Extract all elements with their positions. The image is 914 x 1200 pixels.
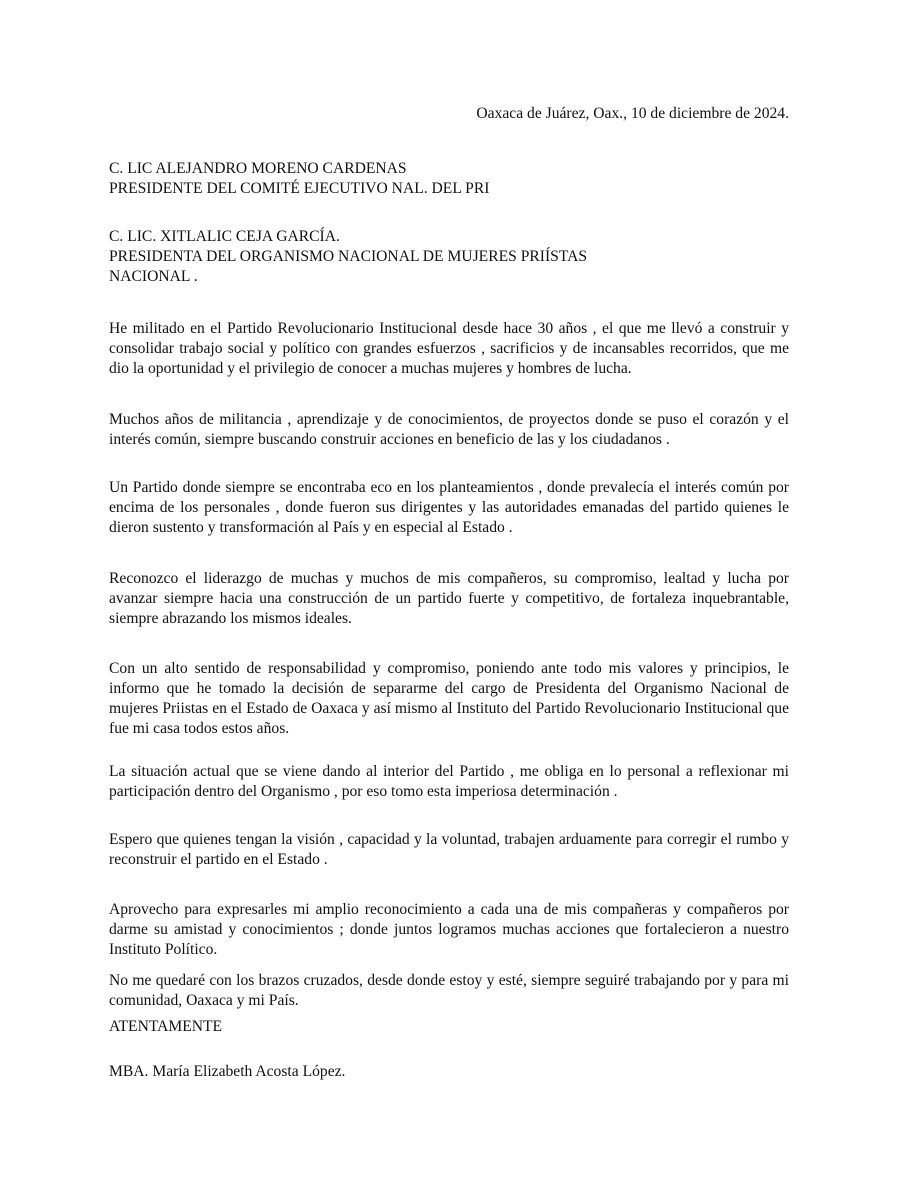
signature-name: MBA. María Elizabeth Acosta López.: [109, 1063, 346, 1080]
closing: ATENTAMENTE: [109, 1018, 223, 1035]
paragraph-4: Reconozco el liderazgo de muchas y muchos de mis compañeros, su compromiso, lealtad y lucha por avanzar siempre hacia una construcción de un partido fuerte y competitivo, de fortaleza inquebrantable, siempre abrazando los mismos ideales.: [109, 570, 789, 627]
recipient-2-title: PRESIDENTA DEL ORGANISMO NACIONAL DE MUJERES PRIÍSTAS: [109, 248, 588, 265]
paragraph-7: Espero que quienes tengan la visión , capacidad y la voluntad, trabajen arduamente para corregir el rumbo y reconstruir el partido en el Estado .: [109, 831, 789, 868]
paragraph-5: Con un alto sentido de responsabilidad y compromiso, poniendo ante todo mis valores y principios, le informo que he tomado la decisión de separarme del cargo de Presidenta del Organismo Nacional de mujeres Priistas en el Estado de Oaxaca y así mismo al Instituto del Partido Revolucionario Institucional que fue mi casa todos estos años.: [109, 660, 789, 737]
recipient-1-name: C. LIC ALEJANDRO MORENO CARDENAS: [109, 160, 407, 177]
paragraph-6: La situación actual que se viene dando al interior del Partido , me obliga en lo personal a reflexionar mi participación dentro del Organismo , por eso tomo esta imperiosa determinación .: [109, 763, 789, 800]
recipient-block-1: [109, 159, 789, 199]
recipient-block-2: [109, 227, 789, 287]
paragraph-3: Un Partido donde siempre se encontraba eco en los planteamientos , donde prevalecía el interés común por encima de los personales , donde fueron sus dirigentes y las autoridades emanadas del partido quienes le dieron sustento y transformación al País y en especial al Estado .: [109, 479, 789, 536]
recipient-1-title: PRESIDENTE DEL COMITÉ EJECUTIVO NAL. DEL PRI: [109, 180, 490, 197]
letter-date: Oaxaca de Juárez, Oax., 10 de diciembre de 2024.: [476, 105, 789, 122]
paragraph-2: Muchos años de militancia , aprendizaje y de conocimientos, de proyectos donde se puso el corazón y el interés común, siempre buscando construir acciones en beneficio de las y los ciudadanos .: [109, 411, 789, 448]
paragraph-8: Aprovecho para expresarles mi amplio reconocimiento a cada una de mis compañeras y compañeros por darme su amistad y conocimientos ; donde juntos logramos muchas acciones que fortalecieron a nuestro Instituto Político.: [109, 901, 789, 958]
recipient-2-name: C. LIC. XITLALIC CEJA GARCÍA.: [109, 228, 340, 245]
paragraph-9: No me quedaré con los brazos cruzados, desde donde estoy y esté, siempre seguiré trabajando por y para mi comunidad, Oaxaca y mi País.: [109, 972, 789, 1009]
recipient-2-title-cont: NACIONAL .: [109, 268, 198, 285]
paragraph-1: He militado en el Partido Revolucionario Institucional desde hace 30 años , el que me llevó a construir y consolidar trabajo social y político con grandes esfuerzos , sacrificios y de incansables recorridos, que me dio la oportunidad y el privilegio de conocer a muchas mujeres y hombres de lucha.: [109, 320, 789, 377]
